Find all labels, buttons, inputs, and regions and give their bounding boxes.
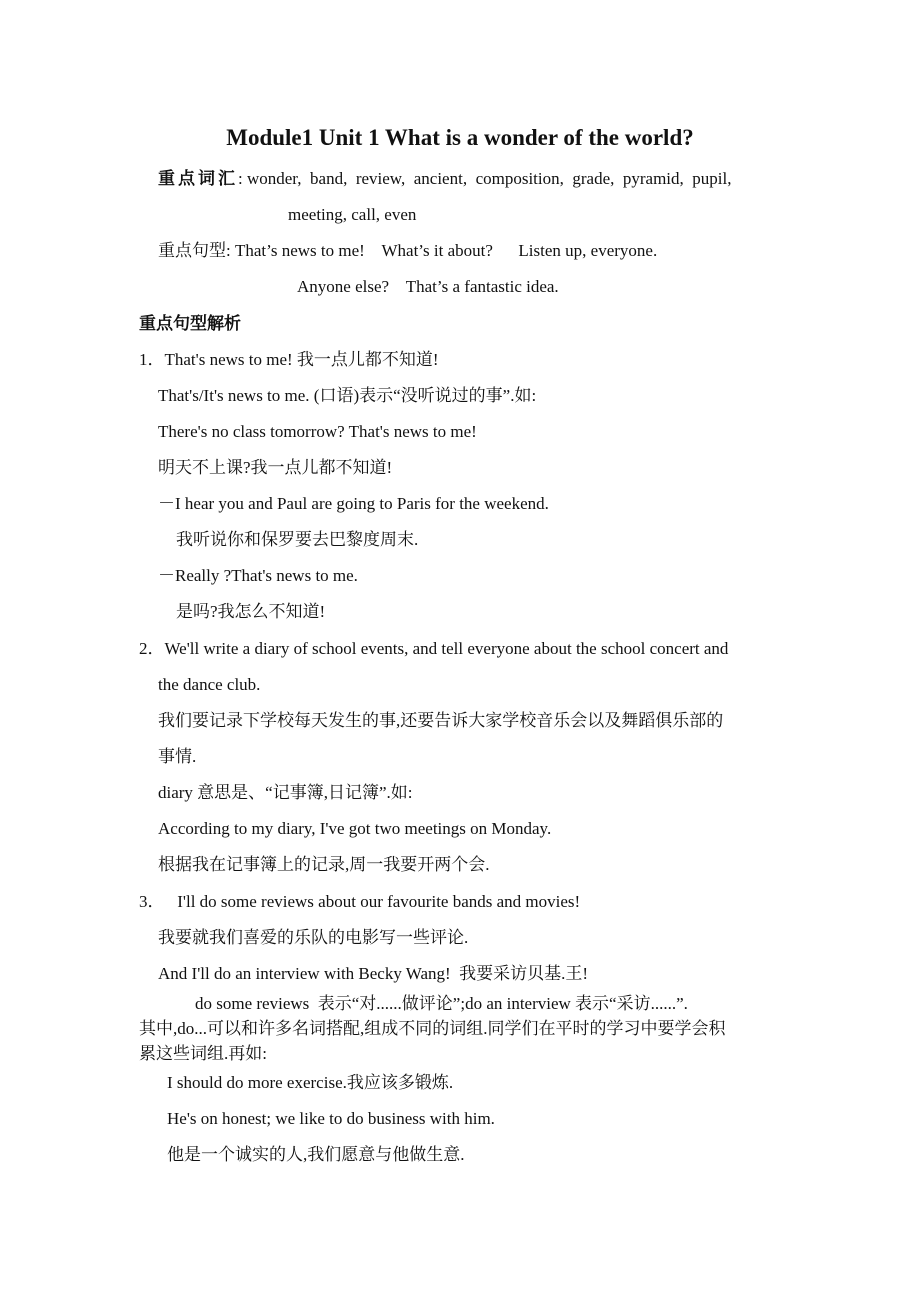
item2-line: 事情. bbox=[158, 747, 197, 766]
item1-heading: 1．That's news to me! 我一点儿都不知道! bbox=[139, 350, 439, 369]
item2-line: the dance club. bbox=[158, 675, 261, 694]
vocab-line-1 bbox=[158, 168, 731, 190]
item1-line: －I hear you and Paul are going to Paris for the weekend. bbox=[158, 494, 549, 513]
vocab-label: 重点词汇 bbox=[158, 169, 238, 188]
patterns-line-2: Anyone else? That’s a fantastic idea. bbox=[297, 277, 559, 296]
vocab-line-2: meeting, call, even bbox=[288, 205, 417, 224]
item2-line: diary 意思是、“记事簿,日记簿”.如: bbox=[158, 783, 413, 802]
item3-line: I should do more exercise.我应该多锻炼. bbox=[167, 1073, 454, 1092]
item2-line: 根据我在记事簿上的记录,周一我要开两个会. bbox=[158, 855, 490, 874]
vocab-words-1: wonder, band, review, ancient, composition, grade, pyramid, pupil, bbox=[246, 169, 732, 188]
vocab-colon: : bbox=[238, 169, 247, 188]
item1-line: There's no class tomorrow? That's news to me! bbox=[158, 422, 477, 441]
item1-line: 是吗?我怎么不知道! bbox=[176, 602, 326, 621]
document-title: Module1 Unit 1 What is a wonder of the world? bbox=[226, 125, 694, 150]
item1-line: That's/It's news to me. (口语)表示“没听说过的事”.如: bbox=[158, 386, 537, 405]
item1-line: －Really ?That's news to me. bbox=[158, 566, 358, 585]
item3-heading: 3． I'll do some reviews about our favourite bands and movies! bbox=[139, 892, 581, 911]
analysis-heading: 重点句型解析 bbox=[139, 314, 241, 333]
patterns-line-1: 重点句型: That’s news to me! What’s it about? Listen up, everyone. bbox=[158, 241, 658, 260]
item1-line: 明天不上课?我一点儿都不知道! bbox=[158, 458, 393, 477]
item3-line: 我要就我们喜爱的乐队的电影写一些评论. bbox=[158, 928, 469, 947]
item2-heading: 2．We'll write a diary of school events, and tell everyone about the school concert and bbox=[139, 639, 729, 658]
item2-line: 我们要记录下学校每天发生的事,还要告诉大家学校音乐会以及舞蹈俱乐部的 bbox=[158, 711, 724, 730]
item3-line: And I'll do an interview with Becky Wang! 我要采访贝基.王! bbox=[158, 964, 589, 983]
item3-line: 他是一个诚实的人,我们愿意与他做生意. bbox=[167, 1145, 465, 1164]
item1-line: 我听说你和保罗要去巴黎度周末. bbox=[176, 530, 419, 549]
item3-line: do some reviews 表示“对......做评论”;do an interview 表示“采访......”. bbox=[195, 994, 688, 1013]
item3-line: He's on honest; we like to do business with him. bbox=[167, 1109, 495, 1128]
item2-line: According to my diary, I've got two meetings on Monday. bbox=[158, 819, 552, 838]
item3-line: 其中,do...可以和许多名词搭配,组成不同的词组.同学们在平时的学习中要学会积 bbox=[139, 1019, 726, 1038]
item3-line: 累这些词组.再如: bbox=[139, 1044, 267, 1063]
